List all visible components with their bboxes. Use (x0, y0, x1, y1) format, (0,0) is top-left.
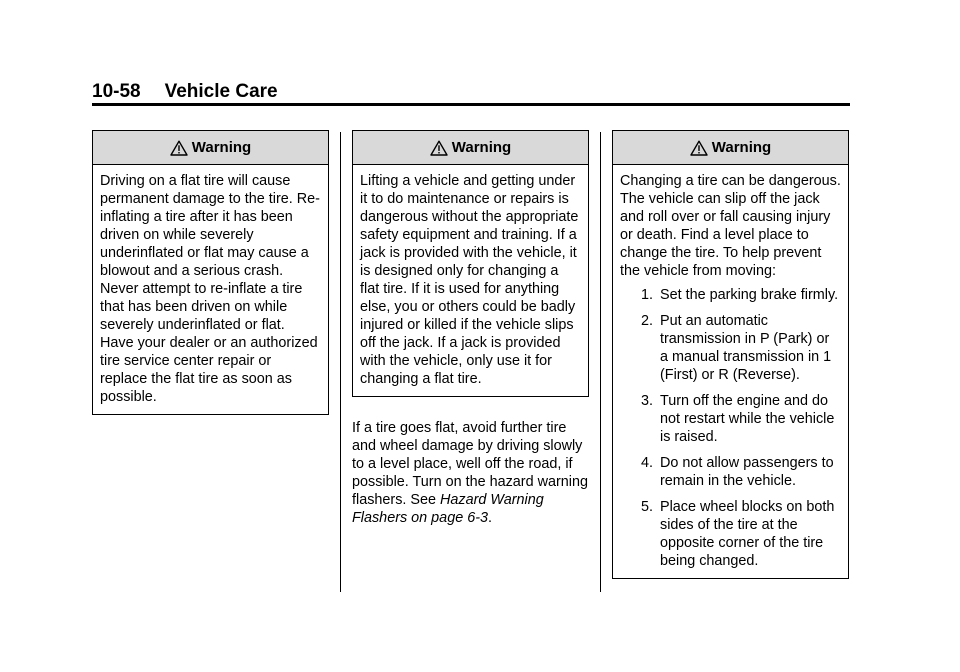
warning-title: Warning (451, 139, 512, 156)
warning-box-changing-tire (612, 130, 849, 579)
flat-tire-paragraph (352, 419, 589, 527)
warning-triangle-icon (170, 140, 188, 156)
warning-header (353, 131, 588, 165)
warning-text: Driving on a flat tire will cause permanent damage to the tire. Re-inflating a tire after it has been driven on while severely underinflated or flat may cause a blowout and a serious crash. Never attempt to re-inflate a tire that has been driven on while severely underinflated or flat. Have your dealer or an authorized tire service center repair or replace the flat tire as soon as possible. (100, 173, 320, 405)
cross-reference-link[interactable]: Hazard Warning Flashers on page 6-3 (352, 492, 544, 526)
list-item (620, 312, 841, 384)
warning-title: Warning (191, 139, 252, 156)
middle-column (352, 130, 589, 527)
warning-triangle-icon (430, 140, 448, 156)
list-item (620, 392, 841, 446)
step-number: 3. (640, 393, 653, 409)
list-item (620, 498, 841, 570)
page-number: 10-58 (92, 81, 141, 102)
list-item (620, 454, 841, 490)
list-item (620, 286, 841, 304)
column-divider-left (340, 132, 341, 592)
step-number: 1. (640, 287, 653, 303)
header-rule (92, 103, 850, 106)
warning-title: Warning (711, 139, 772, 156)
section-title: Vehicle Care (164, 81, 278, 102)
step-text: Put an automatic transmission in P (Park) or a manual transmission in 1 (First) or R (Reverse). (660, 313, 832, 383)
warning-box-flat-tire (92, 130, 329, 415)
paragraph-text: If a tire goes flat, avoid further tire and wheel damage by driving slowly to a level place, well off the road, if possible. Turn on the hazard warning flashers. See (352, 420, 588, 508)
warning-text: Lifting a vehicle and getting under it to do maintenance or repairs is dangerous without the appropriate safety equipment and training. If a jack is provided with the vehicle, it is designed only for changing a flat tire. If it is used for anything else, you or others could be badly injured or killed if the vehicle slips off the jack. If a jack is provided with the vehicle, only use it for changing a flat tire. (360, 173, 579, 387)
step-text: Do not allow passengers to remain in the vehicle. (660, 455, 834, 489)
step-text: Place wheel blocks on both sides of the tire at the opposite corner of the tire being changed. (660, 499, 835, 569)
step-number: 5. (640, 499, 653, 515)
warning-intro: Changing a tire can be dangerous. The vehicle can slip off the jack and roll over or fall causing injury or death. Find a level place to change the tire. To help prevent the vehicle from moving: (620, 173, 841, 279)
warning-header (93, 131, 328, 165)
warning-box-jack-safety (352, 130, 589, 397)
step-text: Set the parking brake firmly. (660, 287, 839, 303)
warning-body (613, 165, 848, 578)
step-number: 4. (640, 455, 653, 471)
left-column (92, 130, 329, 415)
steps-list (620, 286, 841, 570)
warning-triangle-icon (690, 140, 708, 156)
warning-header (613, 131, 848, 165)
paragraph-end: . (488, 510, 492, 526)
step-number: 2. (640, 313, 653, 329)
step-text: Turn off the engine and do not restart while the vehicle is raised. (660, 393, 835, 445)
page-header (92, 80, 850, 104)
right-column (612, 130, 849, 579)
column-divider-right (600, 132, 601, 592)
